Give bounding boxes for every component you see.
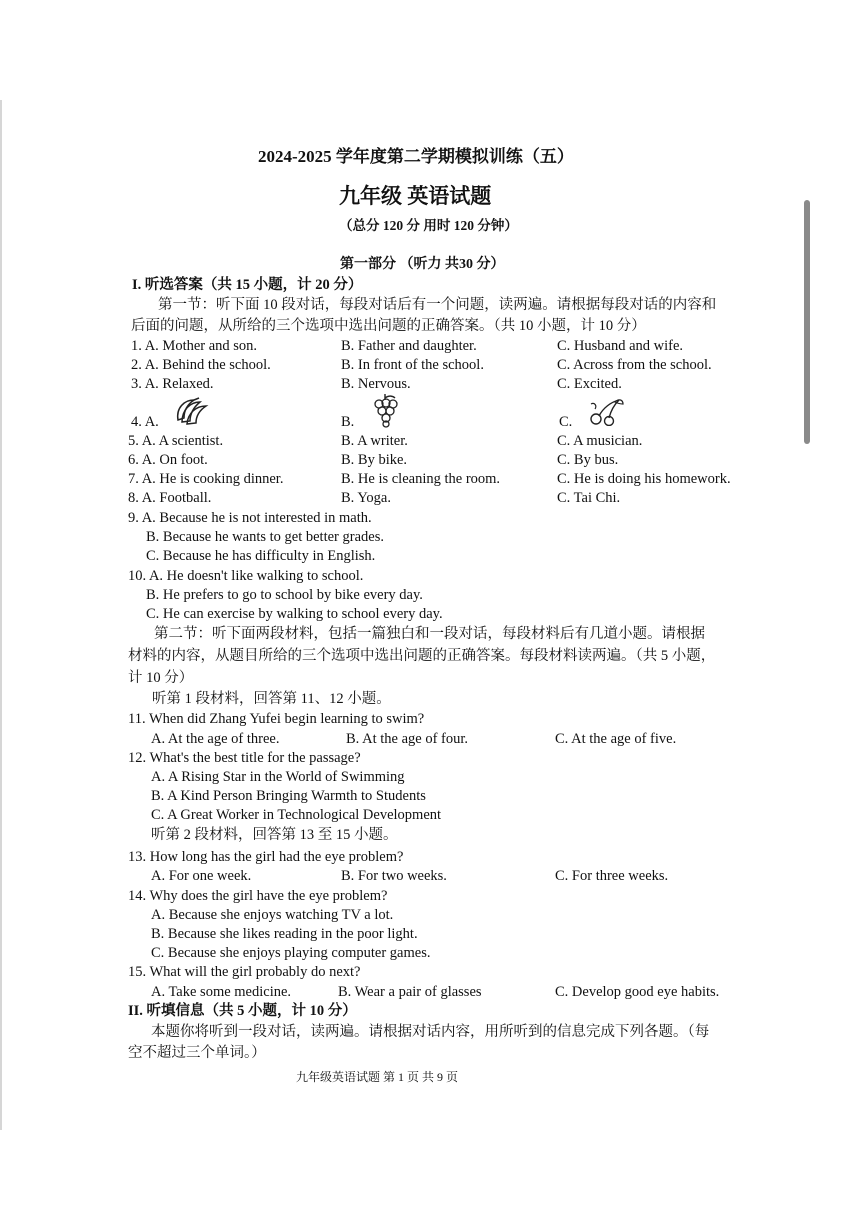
- q8-option-b: B. Yoga.: [341, 490, 391, 506]
- q1-option-a: 1. A. Mother and son.: [131, 338, 258, 354]
- q13-stem: 13. How long has the girl had the eye problem?: [128, 849, 404, 865]
- q7-option-b: B. He is cleaning the room.: [341, 471, 501, 487]
- material1-instruction: 听第 1 段材料，回答第 11、12 小题。: [152, 691, 391, 707]
- part1-intro-line2: 后面的问题，从所给的三个选项中选出问题的正确答案。（共 10 小题，计 10 分）: [131, 318, 646, 334]
- q14-option-c: C. Because she enjoys playing computer games.: [151, 945, 431, 961]
- q11-option-b: B. At the age of four.: [346, 731, 469, 747]
- page-footer: 九年级英语试题 第 1 页 共 9 页: [296, 1070, 459, 1084]
- q6-option-a: 6. A. On foot.: [128, 452, 208, 468]
- q12-option-b: B. A Kind Person Bringing Warmth to Students: [151, 788, 426, 804]
- q15-option-a: A. Take some medicine.: [151, 984, 292, 1000]
- section-one-heading: I. 听选答案（共 15 小题，计 20 分）: [132, 277, 363, 293]
- q4-option-b: B.: [341, 414, 355, 430]
- q9-option-a: 9. A. Because he is not interested in math.: [128, 510, 372, 526]
- bananas-icon: [172, 396, 210, 428]
- q3-option-a: 3. A. Relaxed.: [131, 376, 214, 392]
- q11-stem: 11. When did Zhang Yufei begin learning to swim?: [128, 711, 425, 727]
- q6-option-b: B. By bike.: [341, 452, 408, 468]
- q4-option-a: 4. A.: [131, 414, 159, 430]
- cherries-icon: [585, 396, 625, 426]
- exam-title: 2024-2025 学年度第二学期模拟训练（五）: [258, 147, 574, 166]
- q1-option-b: B. Father and daughter.: [341, 338, 477, 354]
- part1-intro-line1: 第一节：听下面 10 段对话，每段对话后有一个问题，读两遍。请根据每段对话的内容和: [158, 297, 717, 313]
- q2-option-b: B. In front of the school.: [341, 357, 484, 373]
- q6-option-c: C. By bus.: [557, 452, 619, 468]
- q12-option-a: A. A Rising Star in the World of Swimming: [151, 769, 405, 785]
- grapes-icon: [370, 392, 400, 428]
- part2-intro-line2: 材料的内容，从题目所给的三个选项中选出问题的正确答案。每段材料读两遍。（共 5 小题，: [128, 648, 716, 664]
- page-edge: [0, 100, 2, 1130]
- q4-option-c: C.: [559, 414, 573, 430]
- q11-option-c: C. At the age of five.: [555, 731, 677, 747]
- q12-stem: 12. What's the best title for the passage?: [128, 750, 361, 766]
- q14-option-b: B. Because she likes reading in the poor light.: [151, 926, 418, 942]
- q13-option-b: B. For two weeks.: [341, 868, 447, 884]
- q5-option-a: 5. A. A scientist.: [128, 433, 224, 449]
- q9-option-c: C. Because he has difficulty in English.: [146, 548, 376, 564]
- part2-intro-line3: 计 10 分）: [128, 670, 194, 686]
- q3-option-b: B. Nervous.: [341, 376, 411, 392]
- material2-instruction: 听第 2 段材料，回答第 13 至 15 小题。: [151, 827, 398, 843]
- q11-option-a: A. At the age of three.: [151, 731, 280, 747]
- section-two-intro-line2: 空不超过三个单词。）: [128, 1045, 266, 1061]
- scrollbar[interactable]: [804, 200, 810, 444]
- q2-option-c: C. Across from the school.: [557, 357, 712, 373]
- q2-option-a: 2. A. Behind the school.: [131, 357, 271, 373]
- q14-option-a: A. Because she enjoys watching TV a lot.: [151, 907, 394, 923]
- q12-option-c: C. A Great Worker in Technological Development: [151, 807, 442, 823]
- part-one-heading: 第一部分 （听力 共30 分）: [340, 257, 505, 272]
- q13-option-c: C. For three weeks.: [555, 868, 669, 884]
- q15-option-b: B. Wear a pair of glasses: [338, 984, 482, 1000]
- q3-option-c: C. Excited.: [557, 376, 622, 392]
- q8-option-c: C. Tai Chi.: [557, 490, 621, 506]
- q7-option-c: C. He is doing his homework.: [557, 471, 731, 487]
- q5-option-c: C. A musician.: [557, 433, 643, 449]
- q15-option-c: C. Develop good eye habits.: [555, 984, 720, 1000]
- q10-option-c: C. He can exercise by walking to school every day.: [146, 606, 443, 622]
- q10-option-a: 10. A. He doesn't like walking to school.: [128, 568, 364, 584]
- subject-title: 九年级 英语试题: [339, 184, 492, 208]
- q8-option-a: 8. A. Football.: [128, 490, 212, 506]
- q15-stem: 15. What will the girl probably do next?: [128, 964, 361, 980]
- q14-stem: 14. Why does the girl have the eye problem?: [128, 888, 388, 904]
- q9-option-b: B. Because he wants to get better grades.: [146, 529, 384, 545]
- q13-option-a: A. For one week.: [151, 868, 252, 884]
- scoring-info: （总分 120 分 用时 120 分钟）: [339, 218, 518, 233]
- q7-option-a: 7. A. He is cooking dinner.: [128, 471, 284, 487]
- section-two-heading: II. 听填信息（共 5 小题，计 10 分）: [128, 1003, 357, 1019]
- q5-option-b: B. A writer.: [341, 433, 408, 449]
- q1-option-c: C. Husband and wife.: [557, 338, 684, 354]
- section-two-intro-line1: 本题你将听到一段对话，读两遍。请根据对话内容，用所听到的信息完成下列各题。（每: [151, 1024, 710, 1040]
- part2-intro-line1: 第二节：听下面两段材料，包括一篇独白和一段对话，每段材料后有几道小题。请根据: [154, 626, 705, 642]
- q10-option-b: B. He prefers to go to school by bike every day.: [146, 587, 423, 603]
